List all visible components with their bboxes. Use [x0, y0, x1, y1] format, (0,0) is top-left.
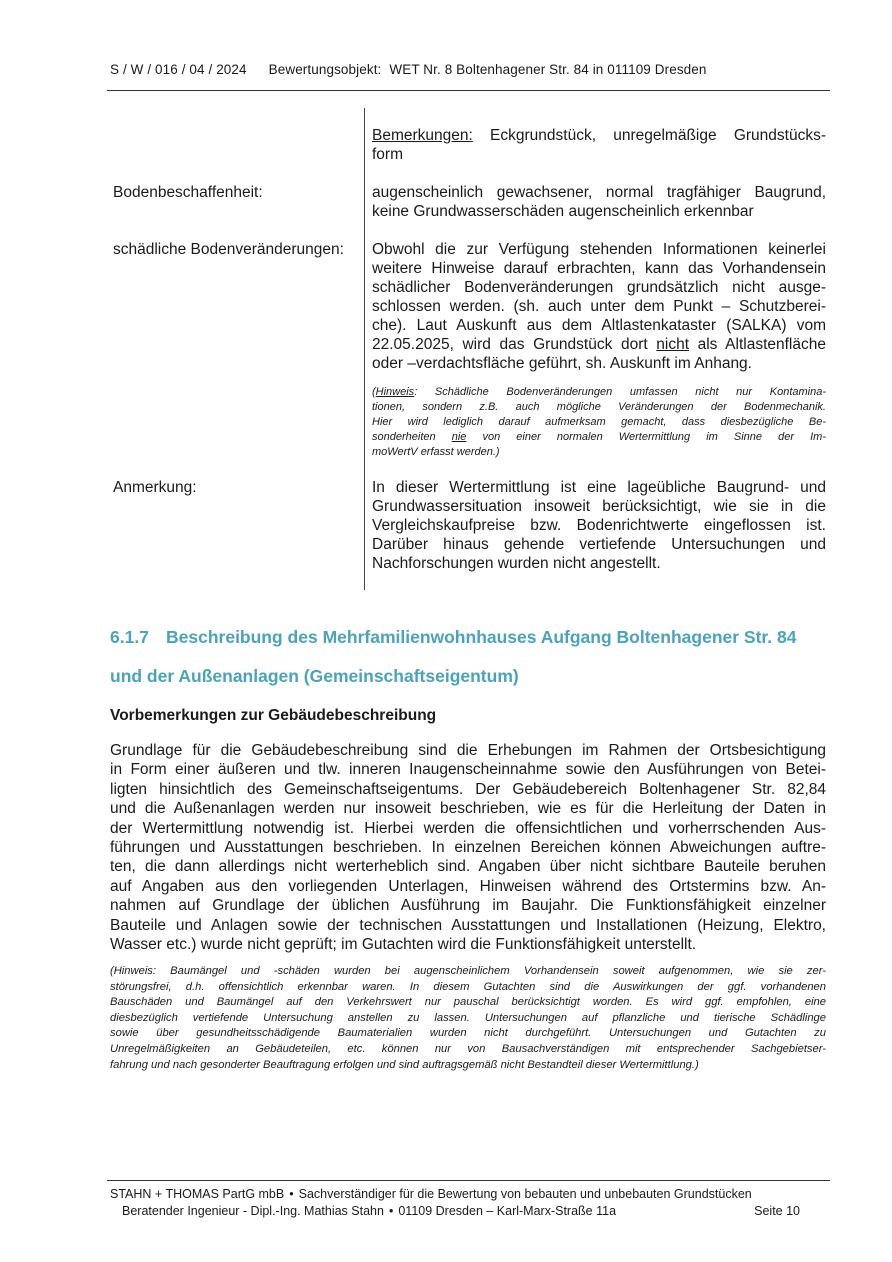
- note-line-3: Vergleichskaufpreise bzw. Bodenrichtwerte eingeflossen ist.: [372, 517, 826, 534]
- harm-label: schädliche Bodenveränderungen:: [113, 241, 344, 258]
- soil-value: [372, 183, 826, 221]
- body-line: ligten hinsichtlich des Gemeinschaftseigentums. Der Gebäudebereich Boltenhagener Str. 82,84: [110, 780, 826, 798]
- footer-address: 01109 Dresden – Karl-Marx-Straße 11a: [398, 1204, 617, 1218]
- hint-line-4-underlined: nie: [451, 431, 467, 443]
- body-line: nahmen auf Grundlage der üblichen Ausführung im Baujahr. Die Funktionsfähigkeit einzelner: [110, 897, 826, 915]
- note-line-4: Darüber hinaus gehende vertiefende Untersuchungen und: [372, 536, 826, 553]
- page-header: [110, 62, 830, 77]
- harm-line-5: che). Laut Auskunft aus dem Altlastenkataster (SALKA) vom: [372, 317, 826, 334]
- soil-line-1: augenscheinlich gewachsener, normal tragfähiger Baugrund,: [372, 184, 826, 201]
- footer-divider: [107, 1180, 830, 1181]
- hint-line-2: tionen, sondern z.B. auch mögliche Veränderungen der Bodenmechanik.: [372, 401, 826, 413]
- remarks-line-2: form: [372, 146, 403, 163]
- hint-line-5: moWertV erfasst werden.): [372, 446, 500, 458]
- body-line: Bauteile und Anlagen sowie der technischen Ausstattungen und Installationen (Heizung, Elektro,: [110, 916, 826, 934]
- object-label: Bewertungsobjekt:: [268, 62, 382, 77]
- harm-line-6-underlined: nicht: [656, 336, 690, 353]
- body-line: Wasser etc.) wurde nicht geprüft; im Gutachten wird die Funktionsfähigkeit unterstellt.: [110, 936, 697, 954]
- footer-person: Beratender Ingenieur - Dipl.-Ing. Mathias Stahn: [122, 1204, 384, 1218]
- remarks-line-1: Eckgrundstück, unregelmäßige Grundstücks-: [472, 127, 826, 144]
- harm-line-2: weitere Hinweise darauf erbrachten, kann das Vorhandensein: [372, 260, 826, 277]
- harm-line-1: Obwohl die zur Verfügung stehenden Informationen keinerlei: [372, 241, 826, 258]
- hint-line-1: : Schädliche Bodenveränderungen umfassen nicht nur Kontamina-: [414, 386, 826, 398]
- preliminary-remarks-heading: Vorbemerkungen zur Gebäudebeschreibung: [110, 707, 437, 724]
- remarks-label: Bemerkungen:: [372, 127, 473, 144]
- footer-company: STAHN + THOMAS PartG mbB: [110, 1187, 285, 1201]
- hint-paragraph: [110, 964, 826, 1073]
- hint-line-3: Hier wird lediglich darauf aufmerksam gemacht, dass diesbezügliche Be-: [372, 416, 826, 428]
- hint-paragraph-line: (Hinweis: Baumängel und -schäden wurden bei augenscheinlichem Vorhandensein soweit aufgenommen, wie sie zer-: [110, 965, 826, 977]
- section-title-line-1: Beschreibung des Mehrfamilienwohnhauses Aufgang Boltenhagener Str. 84: [166, 627, 797, 647]
- body-line: der Wertermittlung notwendig ist. Hierbei werden die offensichtlichen und vorherrschenden Aus-: [110, 819, 826, 837]
- body-paragraph: [110, 741, 826, 954]
- note-line-2: Grundwassersituation insoweit berücksichtigt, wie sie in die: [372, 498, 826, 515]
- hint-paragraph-line: sowie über gesundheitsschädigende Baumaterialien wurden nicht durchgeführt. Untersuchungen und Gutachten zu: [110, 1027, 826, 1040]
- note-label: Anmerkung:: [113, 479, 197, 496]
- footer-bullet: •: [289, 1187, 294, 1201]
- object-value: WET Nr. 8 Boltenhagener Str. 84 in 011109 Dresden: [389, 62, 707, 77]
- body-line: auf Angaben aus den vorliegenden Unterlagen, Hinweisen während des Ortstermins bzw. An-: [110, 877, 826, 895]
- harm-value: [372, 240, 826, 373]
- hint-paragraph-line: Unregelmäßigkeiten an Gebäudeteilen, etc. können nur von Bausachverständigen mit entsprechender Sachgebietser-: [110, 1042, 826, 1055]
- remarks-value: [372, 126, 826, 164]
- note-line-5: Nachforschungen wurden nicht angestellt.: [372, 555, 661, 572]
- soil-label: Bodenbeschaffenheit:: [113, 184, 263, 201]
- body-line: führungen und Ausstattungen beschrieben. In einzelnen Bereichen können Abweichungen auftre-: [110, 839, 826, 857]
- body-line: ten, die dann allerdings nicht werterheblich sind. Angaben über nicht sichtbare Bauteile beruhen: [110, 858, 826, 876]
- hint-paragraph-line: Bauschäden und Baumängel auf den Verkehrswert nur pauschal berücksichtigt worden. Es wird ggf. empfohlen, eine: [110, 996, 826, 1009]
- harm-line-3: schädlicher Bodenveränderungen grundsätzlich nicht ausge-: [372, 279, 826, 296]
- note-value: [372, 478, 826, 573]
- table-column-divider: [364, 108, 365, 590]
- footer-tagline: Sachverständiger für die Bewertung von bebauten und unbebauten Grundstücken: [298, 1187, 752, 1201]
- footer-line-1: [110, 1186, 826, 1202]
- section-title-line-2: und der Außenanlagen (Gemeinschaftseigentum): [110, 666, 519, 686]
- hint-open-paren: (: [372, 386, 376, 398]
- hint-paragraph-line: fahrung und nach gesonderter Beauftragung erfolgen und sind auftragsgemäß nicht Bestandteil dieser Wertermittlung.): [110, 1058, 699, 1071]
- soil-line-2: keine Grundwasserschäden augenscheinlich erkennbar: [372, 203, 754, 220]
- hint-line-4-pre: sonderheiten: [372, 431, 452, 443]
- hint-line-4: [372, 430, 826, 445]
- header-divider: [107, 90, 830, 91]
- hint-paragraph-line: störungsfrei, d.h. offensichtlich erkennbar waren. In diesem Gutachten sind die Auswirkungen der ggf. vorhandenen: [110, 980, 826, 993]
- harm-line-6-post: als Altlastenfläche: [689, 336, 826, 353]
- reference-number: S / W / 016 / 04 / 2024: [110, 62, 247, 77]
- note-line-1: In dieser Wertermittlung ist eine lageübliche Baugrund- und: [372, 479, 826, 496]
- harm-hint: [372, 385, 826, 460]
- section-heading: [110, 627, 796, 648]
- footer-bullet: •: [388, 1204, 394, 1218]
- harm-line-6: [372, 335, 826, 354]
- harm-line-4: schlossen werden. (sh. auch unter dem Punkt – Schutzberei-: [372, 298, 826, 315]
- hint-paragraph-line: diesbezüglich vertiefende Untersuchung anstellen zu lassen. Untersuchungen auf pflanzliche und tierische Schädlinge: [110, 1011, 826, 1024]
- page-number: Seite 10: [754, 1204, 800, 1218]
- body-line: und die Außenanlagen werden nur insoweit beschrieben, wie es für die Herleitung der Daten in: [110, 800, 826, 818]
- section-number: 6.1.7: [110, 627, 149, 647]
- harm-line-7: oder –verdachtsfläche geführt, sh. Auskunft im Anhang.: [372, 355, 752, 372]
- body-line: Grundlage für die Gebäudebeschreibung sind die Erhebungen im Rahmen der Ortsbesichtigung: [110, 742, 826, 759]
- hint-line-4-post: von einer normalen Wertermittlung im Sinne der Im-: [466, 431, 826, 443]
- harm-line-6-pre: 22.05.2025, wird das Grundstück dort: [372, 336, 657, 353]
- footer-line-2: [122, 1203, 826, 1219]
- hint-label: Hinweis: [375, 386, 415, 398]
- body-line: in Form einer äußeren und tlw. inneren Inaugenscheinnahme sowie den Ausführungen von Betei-: [110, 761, 826, 779]
